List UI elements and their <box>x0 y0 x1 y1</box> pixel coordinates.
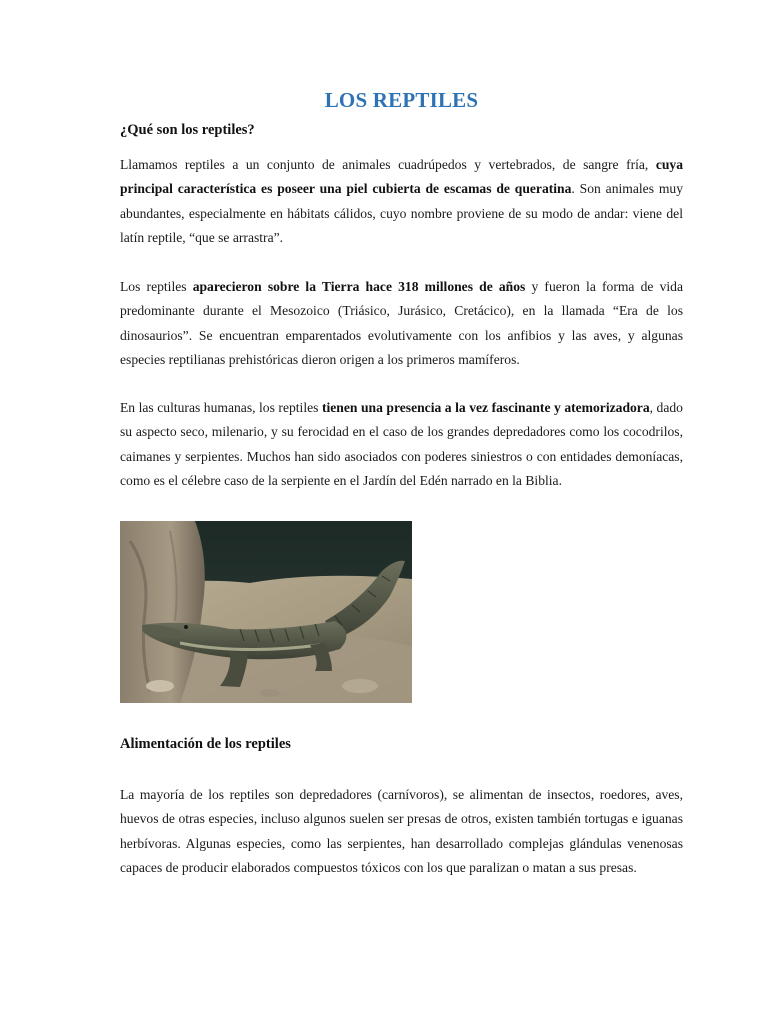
paragraph-culture <box>120 396 683 493</box>
paragraph-definition <box>120 153 683 250</box>
paragraph-bold-text: tienen una presencia a la vez fascinante y atemorizadora <box>321 400 650 415</box>
paragraph-bold-text: aparecieron sobre la Tierra hace 318 millones de años <box>192 279 526 294</box>
paragraph-text: . Son animales muy abundantes, especialmente en hábitats cálidos, cuyo nombre proviene de su modo de andar: viene del latín reptile, “que se arrastra”. <box>120 181 683 245</box>
paragraph-text: En las culturas humanas, los reptiles <box>120 400 322 415</box>
paragraph-text: y fueron la forma de vida predominante durante el Mesozoico (Triásico, Jurásico, Cretácico), en la llamada “Era de los dinosaurios”. Se encuentran emparentados evolutivamente con los anfibios y las aves, y algunas especies reptilianas prehistóricas dieron origen a los primeros mamíferos. <box>120 279 683 367</box>
paragraph-text: , dado su aspecto seco, milenario, y su ferocidad en el caso de los grandes depredadores como los cocodrilos, caimanes y serpientes. Muchos han sido asociados con poderes siniestros o con entidades demoníacas, como es el célebre caso de la serpiente en el Jardín del Edén narrado en la Biblia. <box>120 400 683 488</box>
paragraph-history <box>120 275 683 372</box>
crocodile-photo <box>120 521 412 703</box>
paragraph-feeding: La mayoría de los reptiles son depredadores (carnívoros), se alimentan de insectos, roedores, aves, huevos de otras especies, incluso algunos suelen ser presas de otros, existen también tortugas e iguanas herbívoras. Algunas especies, como las serpientes, han desarrollado complejas glándulas venenosas capaces de producir elaborados compuestos tóxicos con los que paralizan o matan a sus presas. <box>120 787 683 875</box>
paragraph-text: Los reptiles <box>120 279 193 294</box>
page-title: LOS REPTILES <box>324 88 479 112</box>
section-heading-what-are-reptiles: ¿Qué son los reptiles? <box>120 122 255 138</box>
paragraph-text: Llamamos reptiles a un conjunto de animales cuadrúpedos y vertebrados, de sangre fría, <box>120 157 656 172</box>
paragraph-bold-text: cuya principal característica es poseer una piel cubierta de escamas de queratina <box>120 157 683 197</box>
section-heading-feeding: Alimentación de los reptiles <box>120 736 291 752</box>
